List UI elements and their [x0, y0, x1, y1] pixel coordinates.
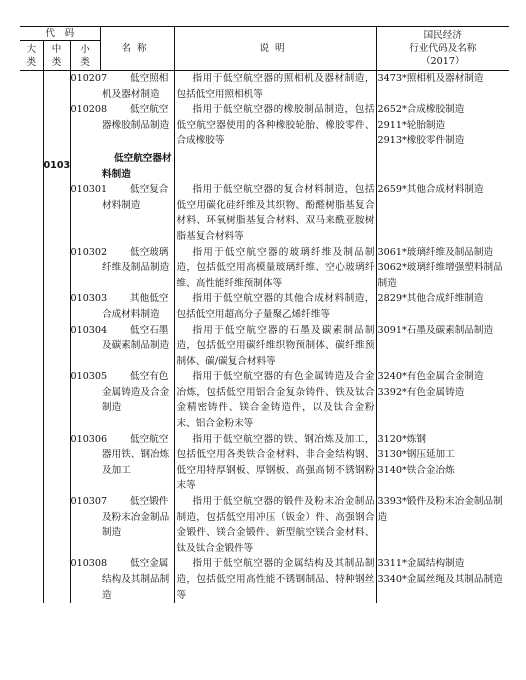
medium-cell: [43, 432, 70, 494]
table-row: [20, 432, 509, 494]
desc-header: 说明: [174, 27, 376, 71]
industry-code: 3393*锻件及粉末冶金制品制造: [377, 496, 503, 523]
medium-cell: [43, 291, 70, 322]
minor-code: 010208: [70, 102, 100, 149]
table-row: [20, 369, 509, 431]
medium-cell: [43, 102, 70, 149]
category-desc: [174, 494, 376, 556]
group-title: 低空航空器材料制造: [102, 152, 172, 180]
major-cell: [20, 182, 43, 244]
minor-header: 小类: [70, 41, 100, 71]
table-row: [20, 323, 509, 370]
medium-code: 0103: [43, 149, 70, 182]
category-name-text: 低空航空器橡胶制品制造: [102, 104, 170, 131]
category-desc: [174, 323, 376, 370]
medium-cell: [43, 245, 70, 292]
table-body: [20, 71, 509, 604]
category-desc: [174, 291, 376, 322]
minor-code: [70, 149, 100, 182]
industry-code: 3140*铁合金冶炼: [377, 464, 455, 476]
category-name: [100, 323, 174, 370]
industry-code: 3091*石墨及碳素制品制造: [377, 324, 494, 336]
table-row: [20, 245, 509, 292]
table-row: [20, 556, 509, 603]
category-desc-text: 指用于低空航空器的橡胶制品制造，包括低空航空器使用的各种橡胶轮胎、橡胶零件、合成橡胶等: [176, 104, 375, 147]
category-desc-text: 指用于低空航空器的有色金属铸造及合金冶炼，包括低空用铝合金复杂铸件、铁及钛合金精密铸件、镁合金铸造件，以及钛合金粉末、铝合金粉末等: [176, 371, 375, 430]
group-title-cell: [100, 149, 174, 182]
category-desc-text: 指用于低空航空器的石墨及碳素制品制造，包括低空用碳纤维织物预制体、碳纤维预制体、碳/碳复合材料等: [176, 324, 375, 367]
major-cell: [20, 494, 43, 556]
category-name-text: 低空锻件及粉末冶金制品制造: [102, 496, 170, 539]
category-name: [100, 556, 174, 603]
minor-code: 010306: [70, 432, 100, 494]
major-cell: [20, 291, 43, 322]
category-desc-text: 指用于低空航空器的铁、钢冶炼及加工，包括低空用各类铁合金材料、非合金结构钢、低空用特厚钢板、厚钢板、高强高韧不锈钢粉末等: [176, 433, 375, 492]
category-desc: [174, 369, 376, 431]
industry-code: 2829*其他合成纤维制造: [377, 293, 484, 305]
industry-code: 2913*橡胶零件制造: [377, 135, 465, 147]
minor-code: 010303: [70, 291, 100, 322]
minor-code: 010307: [70, 494, 100, 556]
major-cell: [20, 556, 43, 603]
category-name-text: 低空金属结构及其制品制造: [102, 558, 170, 601]
category-desc: [174, 432, 376, 494]
major-cell: [20, 245, 43, 292]
industry-code: 3130*钢压延加工: [377, 449, 455, 461]
industry-code: 2659*其他合成材料制造: [377, 184, 484, 196]
industry-codes: [376, 182, 509, 244]
medium-header: 中类: [43, 41, 70, 71]
minor-code: 010302: [70, 245, 100, 292]
table-header: [20, 27, 509, 71]
category-name: [100, 432, 174, 494]
category-desc: [174, 556, 376, 603]
industry-code: 3120*炼钢: [377, 433, 426, 445]
minor-code: 010308: [70, 556, 100, 603]
category-name: [100, 182, 174, 244]
category-name-text: 低空航空器用铁、钢冶炼及加工: [102, 433, 170, 476]
industry-header: [376, 27, 509, 71]
table-row: [20, 182, 509, 244]
industry-code: 3311*金属结构制造: [377, 558, 465, 570]
minor-code: 010304: [70, 323, 100, 370]
industry-codes: [376, 556, 509, 603]
category-name-text: 低空照相机及器材制造: [102, 73, 169, 100]
industry-header-line3: （2017）: [420, 56, 465, 67]
minor-code: 010207: [70, 71, 100, 103]
major-cell: [20, 323, 43, 370]
category-name: [100, 291, 174, 322]
industry-code: 3062*玻璃纤维增强塑料制品制造: [377, 262, 503, 289]
category-desc-text: 指用于低空航空器的玻璃纤维及制品制造，包括低空用高模量玻璃纤维、空心玻璃纤维、高性能纤维预制体等: [176, 246, 375, 289]
category-desc: [174, 149, 376, 182]
category-name-text: 其他低空合成材料制造: [102, 293, 169, 320]
industry-codes: [376, 102, 509, 149]
category-desc-text: 指用于低空航空器的锻件及粉末冶金制品制造，包括低空用冲压（钣金）件、高强钢合金锻件、镁合金锻件、新型航空镁合金材料、钛及钛合金锻件等: [176, 496, 375, 554]
minor-code: 010301: [70, 182, 100, 244]
industry-code: 3061*玻璃纤维及制品制造: [377, 246, 494, 258]
category-desc-text: 指用于低空航空器的金属结构及其制品制造，包括低空用高性能不锈钢制品、特种钢丝等: [176, 558, 375, 601]
medium-cell: [43, 556, 70, 603]
minor-code: 010305: [70, 369, 100, 431]
industry-codes: [376, 494, 509, 556]
category-name: [100, 369, 174, 431]
industry-code: 3473*照相机及器材制造: [377, 73, 484, 84]
industry-code: 3240*有色金属合金制造: [377, 371, 484, 383]
major-cell: [20, 149, 43, 182]
table-row: [20, 291, 509, 322]
medium-cell: [43, 323, 70, 370]
major-cell: [20, 432, 43, 494]
category-desc: [174, 245, 376, 292]
category-name-text: 低空有色金属铸造及合金制造: [102, 371, 170, 414]
major-cell: [20, 369, 43, 431]
industry-codes: [376, 71, 509, 103]
medium-cell: [43, 71, 70, 103]
industry-codes: [376, 432, 509, 494]
category-name-text: 低空石墨及碳素制品制造: [102, 324, 170, 352]
category-name: [100, 245, 174, 292]
category-desc: [174, 71, 376, 103]
category-name: [100, 102, 174, 149]
category-name: [100, 494, 174, 556]
category-name-text: 低空玻璃纤维及制品制造: [102, 246, 170, 274]
category-desc-text: 指用于低空航空器的复合材料制造，包括低空用碳化硅纤维及其织物、酚醛树脂基复合材料、环氧树脂基复合材料、双马来酰亚胺树脂基复合材料等: [176, 184, 375, 242]
industry-code: 3392*有色金属铸造: [377, 386, 465, 398]
industry-header-line1: 国民经济: [423, 30, 462, 41]
category-desc-text: 指用于低空航空器的照相机及器材制造，包括低空用照相机等: [176, 73, 375, 100]
medium-cell: [43, 494, 70, 556]
table-row: [20, 102, 509, 149]
industry-codes: [376, 291, 509, 322]
industry-header-line2: 行业代码及名称: [409, 43, 477, 54]
industry-codes: [376, 245, 509, 292]
industry-codes: [376, 149, 509, 182]
medium-cell: [43, 369, 70, 431]
category-desc: [174, 102, 376, 149]
major-cell: [20, 102, 43, 149]
group-row: [20, 149, 509, 182]
industry-codes: [376, 369, 509, 431]
industry-code: 2911*轮胎制造: [377, 119, 446, 131]
industry-code: 2652*合成橡胶制造: [377, 104, 465, 116]
table-row: [20, 494, 509, 556]
industry-codes: [376, 323, 509, 370]
catalog-page: [20, 26, 509, 676]
classification-table: [20, 26, 509, 603]
category-name-text: 低空复合材料制造: [102, 184, 169, 211]
category-name: [100, 71, 174, 103]
code-header: 代 码: [20, 27, 100, 41]
industry-code: 3340*金属丝绳及其制品制造: [377, 574, 503, 585]
medium-cell: [43, 182, 70, 244]
name-header: 名称: [100, 27, 174, 71]
category-desc-text: 指用于低空航空器的其他合成材料制造，包括低空用超高分子量聚乙烯纤维等: [176, 293, 375, 320]
category-desc: [174, 182, 376, 244]
table-row: [20, 71, 509, 103]
major-header: 大类: [20, 41, 43, 71]
major-cell: [20, 71, 43, 103]
